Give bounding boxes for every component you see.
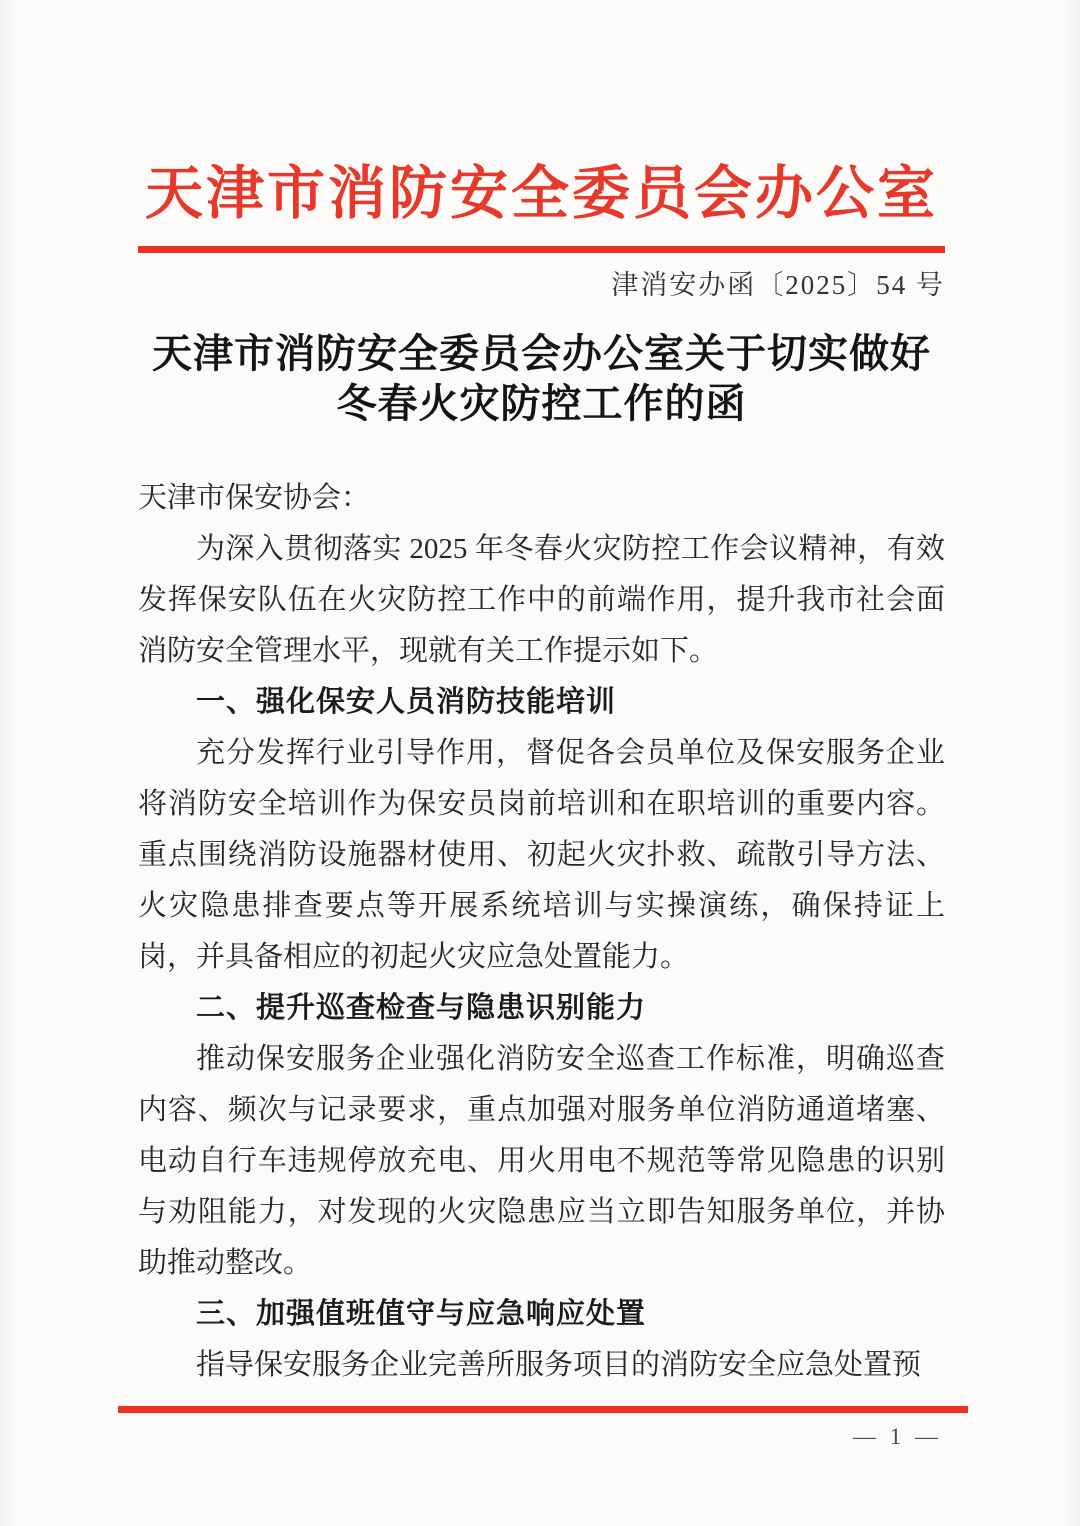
body-paragraph: 推动保安服务企业强化消防安全巡查工作标准，明确巡查内容、频次与记录要求，重点加强对服务单位消防通道堵塞、电动自行车违规停放充电、用火用电不规范等常见隐患的识别与劝阻能力，对发现的火灾隐患应当立即告知服务单位，并协助推动整改。: [138, 1043, 945, 1279]
body-paragraph: 指导保安服务企业完善所服务项目的消防安全应急处置预: [196, 1349, 922, 1381]
document-title-line2: 冬春火灾防控工作的函: [336, 381, 747, 426]
letterhead-org-name: 天津市消防安全委员会办公室: [144, 161, 938, 226]
section-heading-2: 二、提升巡查检查与隐患识别能力: [196, 992, 647, 1024]
section-heading-3: 三、加强值班值守与应急响应处置: [196, 1298, 647, 1330]
document-title-line1: 天津市消防安全委员会办公室关于切实做好: [152, 331, 931, 376]
page-number: — 1 —: [853, 1424, 942, 1449]
document-number: 津消安办函〔2025〕54 号: [611, 270, 945, 300]
document-body: [138, 473, 945, 1391]
body-paragraph: 充分发挥行业引导作用，督促各会员单位及保安服务企业将消防安全培训作为保安员岗前培训和在职培训的重要内容。重点围绕消防设施器材使用、初起火灾扑救、疏散引导方法、火灾隐患排查要点等开展系统培训与实操演练，确保持证上岗，并具备相应的初起火灾应急处置能力。: [138, 737, 945, 973]
salutation: 天津市保安协会：: [138, 482, 371, 514]
body-paragraph: 为深入贯彻落实 2025 年冬春火灾防控工作会议精神，有效发挥保安队伍在火灾防控工作中的前端作用，提升我市社会面消防安全管理水平，现就有关工作提示如下。: [138, 533, 945, 667]
section-heading-1: 一、强化保安人员消防技能培训: [196, 686, 617, 718]
document-title: [138, 329, 945, 429]
footer-divider: [118, 1406, 968, 1413]
letterhead-divider: [138, 246, 945, 253]
